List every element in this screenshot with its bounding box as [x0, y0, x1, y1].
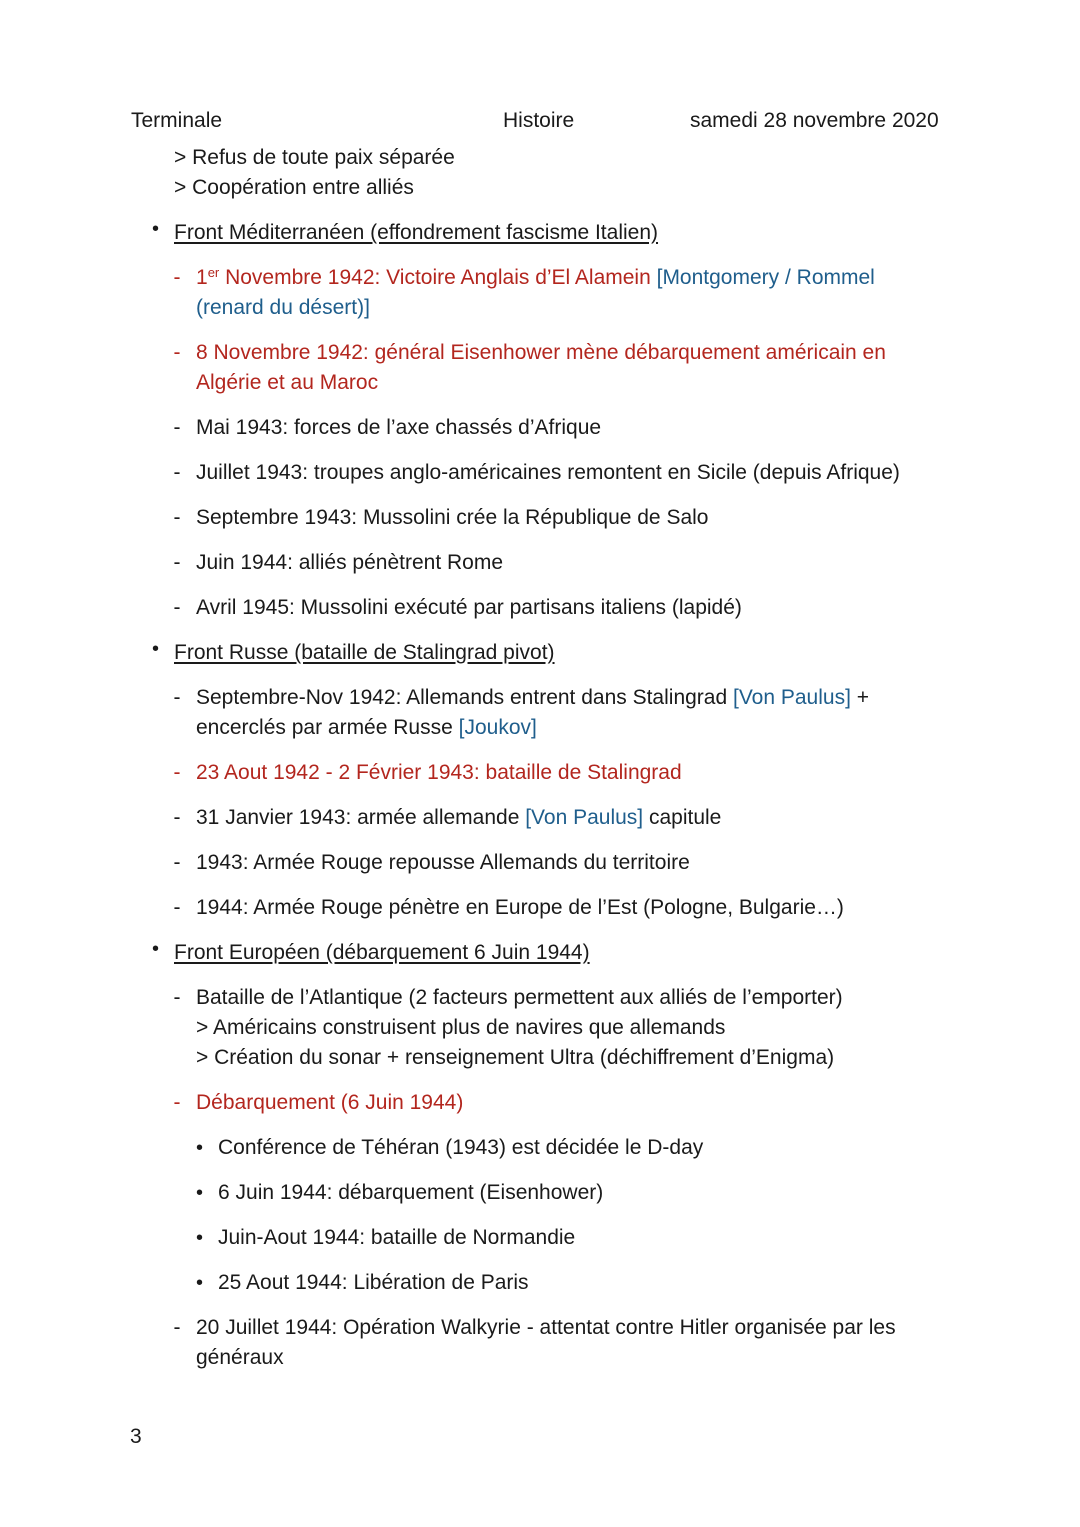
dash: - [173, 1091, 181, 1114]
list-item: Avril 1945: Mussolini exécuté par partisans italiens (lapidé) [196, 596, 742, 619]
item-text: Novembre 1942: Victoire Anglais d’El Alamein [219, 266, 657, 289]
bullet: • [152, 938, 160, 960]
item-superscript: er [207, 265, 220, 280]
list-item: 23 Aout 1942 - 2 Février 1943: bataille de Stalingrad [196, 761, 682, 784]
intro-line: > Coopération entre alliés [174, 176, 414, 199]
item-people: [Montgomery / Rommel [656, 266, 875, 289]
sub-list-item: Conférence de Téhéran (1943) est décidée le D-day [218, 1136, 704, 1159]
header-subject: Histoire [503, 109, 575, 132]
list-item: Septembre 1943: Mussolini crée la République de Salo [196, 506, 709, 529]
bullet: • [196, 1227, 204, 1249]
bullet: • [152, 218, 160, 240]
list-item: 1944: Armée Rouge pénètre en Europe de l’Est (Pologne, Bulgarie…) [196, 896, 844, 919]
dash: - [173, 896, 181, 919]
dash: - [173, 986, 181, 1009]
item-text: encerclés par armée Russe [196, 716, 459, 739]
list-item: 1943: Armée Rouge repousse Allemands du territoire [196, 851, 690, 874]
item-people: [Von Paulus] [733, 686, 851, 709]
dash: - [173, 851, 181, 874]
section-title-european: Front Européen (débarquement 6 Juin 1944) [174, 941, 590, 964]
item-text: capitule [643, 806, 722, 829]
dash: - [173, 761, 181, 784]
sub-list-item: 6 Juin 1944: débarquement (Eisenhower) [218, 1181, 604, 1204]
list-item-continued [196, 713, 537, 743]
item-people-continued: (renard du désert)] [196, 296, 370, 319]
list-item: Juin 1944: alliés pénètrent Rome [196, 551, 504, 574]
dash: - [173, 551, 181, 574]
header-class: Terminale [131, 109, 223, 132]
list-item [196, 263, 875, 293]
bullet: • [196, 1137, 204, 1159]
dash: - [173, 806, 181, 829]
item-number: 1 [196, 266, 208, 289]
item-people: [Von Paulus] [525, 806, 644, 829]
list-item-continued: généraux [196, 1346, 284, 1369]
dash: - [173, 686, 181, 709]
item-text: + [850, 686, 870, 709]
header-date: samedi 28 novembre 2020 [690, 109, 939, 132]
list-item [196, 683, 869, 713]
bullet: • [196, 1272, 204, 1294]
dash: - [173, 341, 181, 364]
dash: - [173, 266, 181, 289]
dash: - [173, 506, 181, 529]
dash: - [173, 461, 181, 484]
list-item: Bataille de l’Atlantique (2 facteurs permettent aux alliés de l’emporter) [196, 986, 843, 1009]
list-item: Mai 1943: forces de l’axe chassés d’Afrique [196, 416, 602, 439]
sub-list-item: 25 Aout 1944: Libération de Paris [218, 1271, 529, 1294]
item-text: 31 Janvier 1943: armée allemande [196, 806, 526, 829]
list-item-continued: Algérie et au Maroc [196, 371, 379, 394]
list-item: Débarquement (6 Juin 1944) [196, 1091, 464, 1114]
item-text: Septembre-Nov 1942: Allemands entrent dans Stalingrad [196, 686, 733, 709]
list-item: 20 Juillet 1944: Opération Walkyrie - attentat contre Hitler organisée par les [196, 1316, 896, 1339]
sub-list-item: Juin-Aout 1944: bataille de Normandie [218, 1226, 576, 1249]
section-title-russian: Front Russe (bataille de Stalingrad pivot) [174, 641, 555, 664]
page-number: 3 [130, 1425, 142, 1448]
section-title-mediterranean: Front Méditerranéen (effondrement fascisme Italien) [174, 221, 659, 244]
bullet: • [152, 638, 160, 660]
dash: - [173, 416, 181, 439]
bullet: • [196, 1182, 204, 1204]
list-item: 8 Novembre 1942: général Eisenhower mène débarquement américain en [196, 341, 886, 364]
list-item [196, 803, 721, 833]
list-item-continued: > Américains construisent plus de navires que allemands [196, 1016, 726, 1039]
dash: - [173, 1316, 181, 1339]
list-item-continued: > Création du sonar + renseignement Ultra (déchiffrement d’Enigma) [196, 1046, 835, 1069]
item-people: [Joukov] [458, 716, 537, 739]
dash: - [173, 596, 181, 619]
intro-line: > Refus de toute paix séparée [174, 146, 455, 169]
list-item: Juillet 1943: troupes anglo-américaines remontent en Sicile (depuis Afrique) [196, 461, 900, 484]
